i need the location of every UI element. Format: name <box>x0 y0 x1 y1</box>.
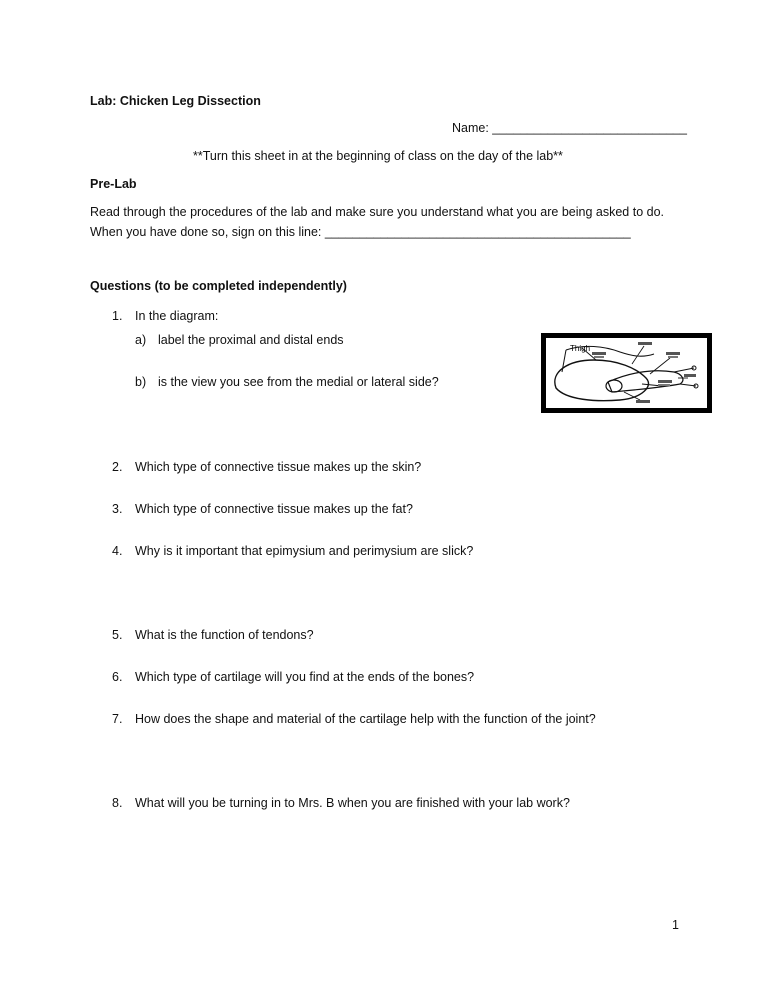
question-number: 3. <box>112 502 123 516</box>
page-number: 1 <box>672 918 679 932</box>
prelab-signature-line: When you have done so, sign on this line: ____________________________________________ <box>90 225 631 239</box>
name-line: Name: ____________________________ <box>452 121 687 135</box>
prelab-line-1: Read through the procedures of the lab and make sure you understand what you are being asked to do. <box>90 205 664 219</box>
sub-question-text: is the view you see from the medial or lateral side? <box>158 375 439 389</box>
question-text: Which type of connective tissue makes up the skin? <box>135 460 422 474</box>
chicken-leg-diagram-icon <box>546 338 707 408</box>
prelab-heading: Pre-Lab <box>90 177 137 191</box>
question-text: Which type of cartilage will you find at the ends of the bones? <box>135 670 475 684</box>
question-text: What is the function of tendons? <box>135 628 314 642</box>
question-text: Why is it important that epimysium and perimysium are slick? <box>135 544 474 558</box>
question-number: 2. <box>112 460 123 474</box>
question-number: 1. <box>112 309 123 323</box>
question-text: What will you be turning in to Mrs. B when you are finished with your lab work? <box>135 796 570 810</box>
page-title: Lab: Chicken Leg Dissection <box>90 94 261 108</box>
question-text: In the diagram: <box>135 309 219 323</box>
question-number: 4. <box>112 544 123 558</box>
question-number: 6. <box>112 670 123 684</box>
sub-question-text: label the proximal and distal ends <box>158 333 344 347</box>
chicken-leg-diagram <box>541 333 712 413</box>
sub-question-letter: b) <box>135 375 147 389</box>
sub-question-letter: a) <box>135 333 147 347</box>
questions-heading: Questions (to be completed independently) <box>90 279 347 293</box>
question-text: How does the shape and material of the cartilage help with the function of the joint? <box>135 712 596 726</box>
question-number: 7. <box>112 712 123 726</box>
question-number: 5. <box>112 628 123 642</box>
instruction-text: **Turn this sheet in at the beginning of class on the day of the lab** <box>193 149 563 163</box>
diagram-label-thigh: Thigh <box>570 344 591 353</box>
question-number: 8. <box>112 796 123 810</box>
question-text: Which type of connective tissue makes up the fat? <box>135 502 413 516</box>
